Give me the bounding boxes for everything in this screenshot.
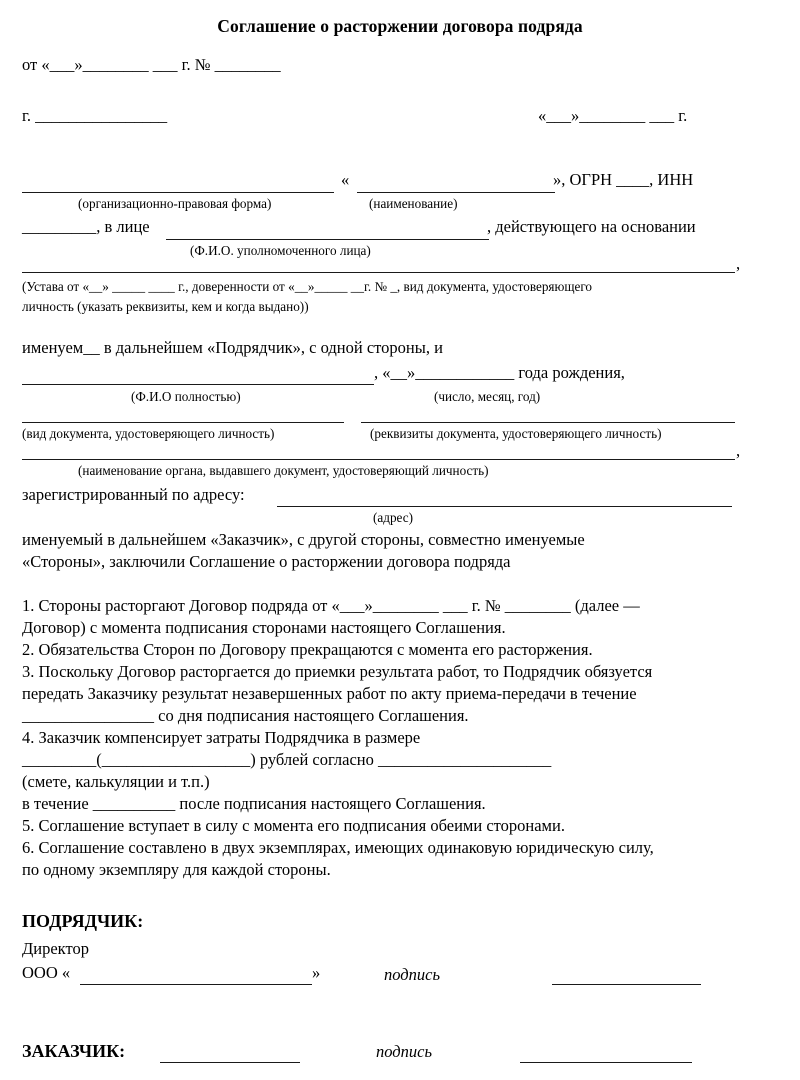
issuing-authority-blank[interactable]	[22, 459, 735, 460]
customer-fullname-blank[interactable]	[22, 384, 374, 385]
caption-fio-full: (Ф.И.О полностью)	[131, 389, 241, 404]
clause-2-line-1: 2. Обязательства Сторон по Договору прекращаются с момента его расторжения.	[22, 640, 593, 659]
clause-4-line-2: _________(__________________) рублей согласно _____________________	[22, 750, 552, 769]
in-person-prefix: _________, в лице	[22, 217, 150, 236]
registered-address-label: зарегистрированный по адресу:	[22, 485, 245, 504]
clause-5-line-1: 5. Соглашение вступает в силу с момента его подписания обеими сторонами.	[22, 816, 565, 835]
clause-3-line-1: 3. Поскольку Договор расторгается до приемки результата работ, то Подрядчик обязуется	[22, 662, 653, 681]
contractor-company-blank[interactable]	[80, 984, 312, 985]
contractor-signature-word: подпись	[384, 965, 440, 984]
customer-designation-line-2: «Стороны», заключили Соглашение о расторжении договора подряда	[22, 552, 511, 571]
customer-signature-blank[interactable]	[520, 1062, 692, 1063]
basis-caption-line-2: личность (указать реквизиты, кем и когда выдано))	[22, 299, 309, 314]
date-line-right: «___»________ ___ г.	[538, 106, 688, 125]
registered-address-blank[interactable]	[277, 506, 732, 507]
caption-issuing-authority: (наименование органа, выдавшего документ, удостоверяющий личность)	[78, 463, 489, 478]
basis-line-comma: ,	[736, 254, 741, 273]
clause-6-line-1: 6. Соглашение составлено в двух экземплярах, имеющих одинаковую юридическую силу,	[22, 838, 654, 857]
caption-address: (адрес)	[373, 510, 413, 525]
clause-4-line-4: в течение __________ после подписания настоящего Соглашения.	[22, 794, 486, 813]
caption-authorized-person: (Ф.И.О. уполномоченного лица)	[190, 243, 371, 258]
ogrn-inn-line: », ОГРН ____, ИНН	[553, 170, 694, 189]
contractor-signature-heading: ПОДРЯДЧИК:	[22, 911, 144, 931]
city-line: г. ________________	[22, 106, 168, 125]
clause-4-line-3: (смете, калькуляции и т.п.)	[22, 772, 210, 791]
org-name-blank[interactable]	[357, 192, 555, 193]
clause-3-line-2: передать Заказчику результат незавершенных работ по акту приема-передачи в течение	[22, 684, 637, 703]
caption-legal-form: (организационно-правовая форма)	[78, 196, 272, 211]
contractor-company-prefix: ООО «	[22, 963, 71, 982]
legal-form-blank[interactable]	[22, 192, 334, 193]
id-doc-details-blank[interactable]	[361, 422, 735, 423]
clause-3-line-3: ________________ со дня подписания настоящего Соглашения.	[22, 706, 469, 725]
clause-6-line-2: по одному экземпляру для каждой стороны.	[22, 860, 331, 879]
clause-1-line-2: Договор) с момента подписания сторонами настоящего Соглашения.	[22, 618, 506, 637]
quote-open-org: «	[341, 170, 350, 189]
issuing-authority-comma: ,	[736, 441, 741, 460]
authorized-person-blank[interactable]	[166, 239, 489, 240]
customer-signature-word: подпись	[376, 1042, 432, 1061]
contractor-signature-blank[interactable]	[552, 984, 701, 985]
caption-id-doc-details: (реквизиты документа, удостоверяющего личность)	[370, 426, 662, 441]
id-doc-type-blank[interactable]	[22, 422, 344, 423]
customer-designation-line-1: именуемый в дальнейшем «Заказчик», с другой стороны, совместно именуемые	[22, 530, 585, 549]
contractor-position: Директор	[22, 939, 89, 958]
caption-id-doc-type: (вид документа, удостоверяющего личность)	[22, 426, 275, 441]
page-title: Соглашение о расторжении договора подряда	[217, 16, 583, 36]
customer-name-blank[interactable]	[160, 1062, 300, 1063]
birthdate-line: , «__»____________ года рождения,	[374, 363, 625, 382]
clause-1-line-1: 1. Стороны расторгают Договор подряда от «___»________ ___ г. № ________ (далее —	[22, 596, 640, 615]
clause-4-line-1: 4. Заказчик компенсирует затраты Подрядчика в размере	[22, 728, 421, 747]
contractor-designation-line: именуем__ в дальнейшем «Подрядчик», с одной стороны, и	[22, 338, 443, 357]
in-person-suffix: , действующего на основании	[487, 217, 696, 236]
basis-document-blank[interactable]	[22, 272, 735, 273]
caption-birth-date: (число, месяц, год)	[434, 389, 541, 404]
customer-signature-heading: ЗАКАЗЧИК:	[22, 1041, 126, 1061]
basis-caption-line-1: (Устава от «__» _____ ____ г., доверенности от «__»_____ __г. № _, вид документа, удостоверяющего	[22, 279, 593, 294]
agreement-number-line: от «___»________ ___ г. № ________	[22, 55, 281, 74]
caption-org-name: (наименование)	[369, 196, 458, 211]
contractor-company-suffix: »	[312, 963, 321, 982]
